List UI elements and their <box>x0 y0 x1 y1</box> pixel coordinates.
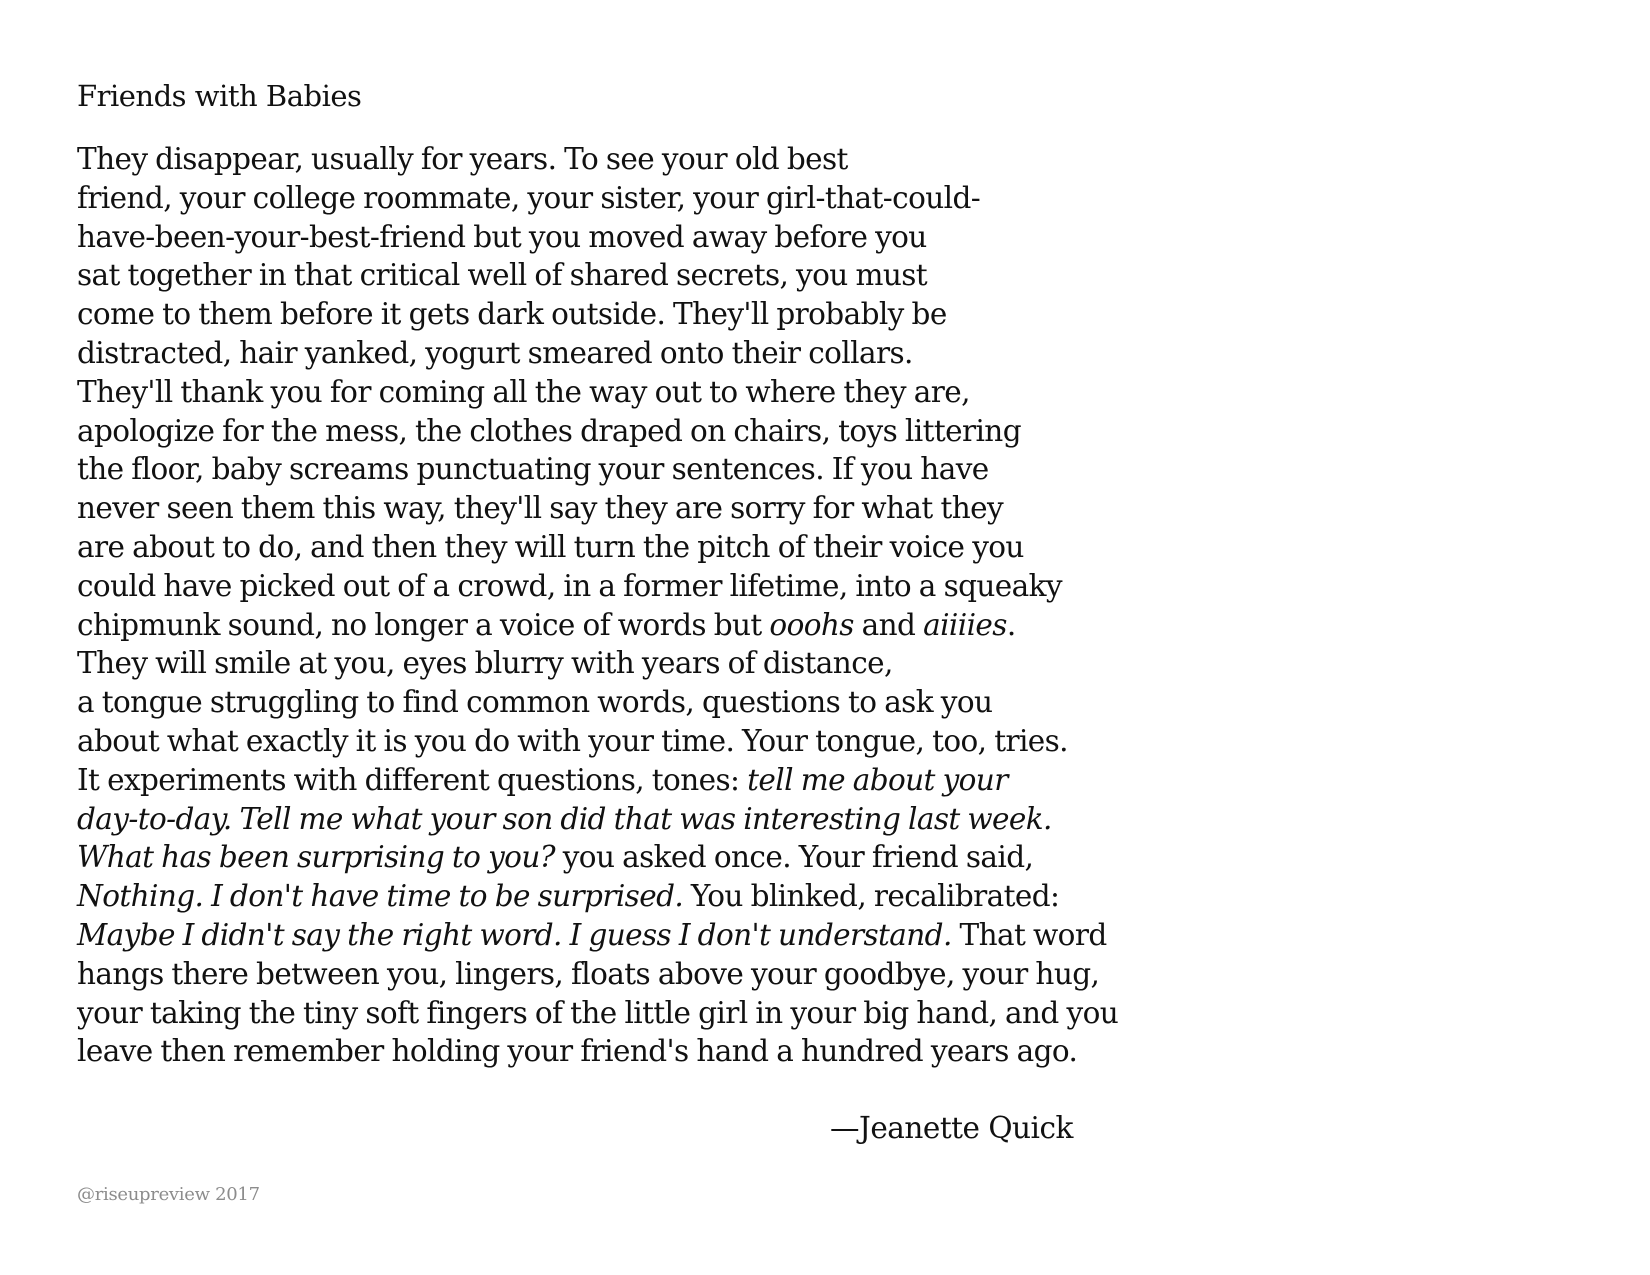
italic-text: Maybe I didn't say the right word. I guess I don't understand. <box>77 917 952 952</box>
poem-line <box>77 528 1577 567</box>
italic-text: ooohs <box>769 607 854 642</box>
poem-line <box>77 218 1577 257</box>
poem-line <box>77 295 1577 334</box>
text: a tongue struggling to find common words, questions to ask you <box>77 685 993 720</box>
text: They will smile at you, eyes blurry with years of distance, <box>77 646 893 681</box>
text: sat together in that critical well of shared secrets, you must <box>77 258 928 293</box>
poem-line <box>77 994 1577 1033</box>
copyright-credit: @riseupreview 2017 <box>77 1184 260 1205</box>
poem-body <box>77 140 1577 1071</box>
text: leave then remember holding your friend's hand a hundred years ago. <box>77 1034 1078 1069</box>
text: It experiments with different questions, tones: <box>77 762 748 797</box>
poem-line <box>77 1032 1577 1071</box>
text: never seen them this way, they'll say they are sorry for what they <box>77 491 1004 526</box>
italic-text: Nothing. I don't have time to be surprised. <box>77 879 684 914</box>
text: You blinked, recalibrated: <box>683 879 1060 914</box>
poem-line <box>77 877 1577 916</box>
text: about what exactly it is you do with your time. Your tongue, too, tries. <box>77 723 1068 758</box>
poem-author: —Jeanette Quick <box>830 1111 1073 1145</box>
text: distracted, hair yanked, yogurt smeared onto their collars. <box>77 335 913 370</box>
italic-text: What has been surprising to you? <box>77 840 555 875</box>
poem-line <box>77 606 1577 645</box>
italic-text: day-to-day. Tell me what your son did that was interesting last week. <box>77 801 1052 836</box>
poem-line <box>77 373 1577 412</box>
text: have-been-your-best-friend but you moved away before you <box>77 219 927 254</box>
text: and <box>853 607 924 642</box>
text: come to them before it gets dark outside. They'll probably be <box>77 297 947 332</box>
poem-line <box>77 412 1577 451</box>
poem-line <box>77 800 1577 839</box>
text: could have picked out of a crowd, in a former lifetime, into a squeaky <box>77 568 1062 603</box>
text: That word <box>951 917 1107 952</box>
poem-line <box>77 140 1577 179</box>
poem-line <box>77 567 1577 606</box>
text: They'll thank you for coming all the way out to where they are, <box>77 374 970 409</box>
poem-line <box>77 450 1577 489</box>
poem-line <box>77 179 1577 218</box>
text: are about to do, and then they will turn the pitch of their voice you <box>77 529 1024 564</box>
poem-line <box>77 644 1577 683</box>
text: . <box>1006 607 1016 642</box>
poem-line <box>77 838 1577 877</box>
italic-text: aiiiies <box>923 607 1007 642</box>
poem-line <box>77 683 1577 722</box>
text: chipmunk sound, no longer a voice of words but <box>77 607 770 642</box>
text: They disappear, usually for years. To see your old best <box>77 142 848 176</box>
text: friend, your college roommate, your sister, your girl-that-could- <box>77 180 981 215</box>
poem-line <box>77 916 1577 955</box>
poem-line <box>77 256 1577 295</box>
poem-line <box>77 722 1577 761</box>
text: hangs there between you, lingers, floats above your goodbye, your hug, <box>77 956 1100 991</box>
text: the floor, baby screams punctuating your sentences. If you have <box>77 452 989 487</box>
italic-text: tell me about your <box>747 762 1008 797</box>
poem-title: Friends with Babies <box>77 79 362 113</box>
text: your taking the tiny soft fingers of the little girl in your big hand, and you <box>77 995 1119 1030</box>
text: you asked once. Your friend said, <box>554 840 1034 875</box>
poem-line <box>77 955 1577 994</box>
poem-line <box>77 334 1577 373</box>
poem-line <box>77 761 1577 800</box>
poem-line <box>77 489 1577 528</box>
text: apologize for the mess, the clothes draped on chairs, toys littering <box>77 413 1021 448</box>
